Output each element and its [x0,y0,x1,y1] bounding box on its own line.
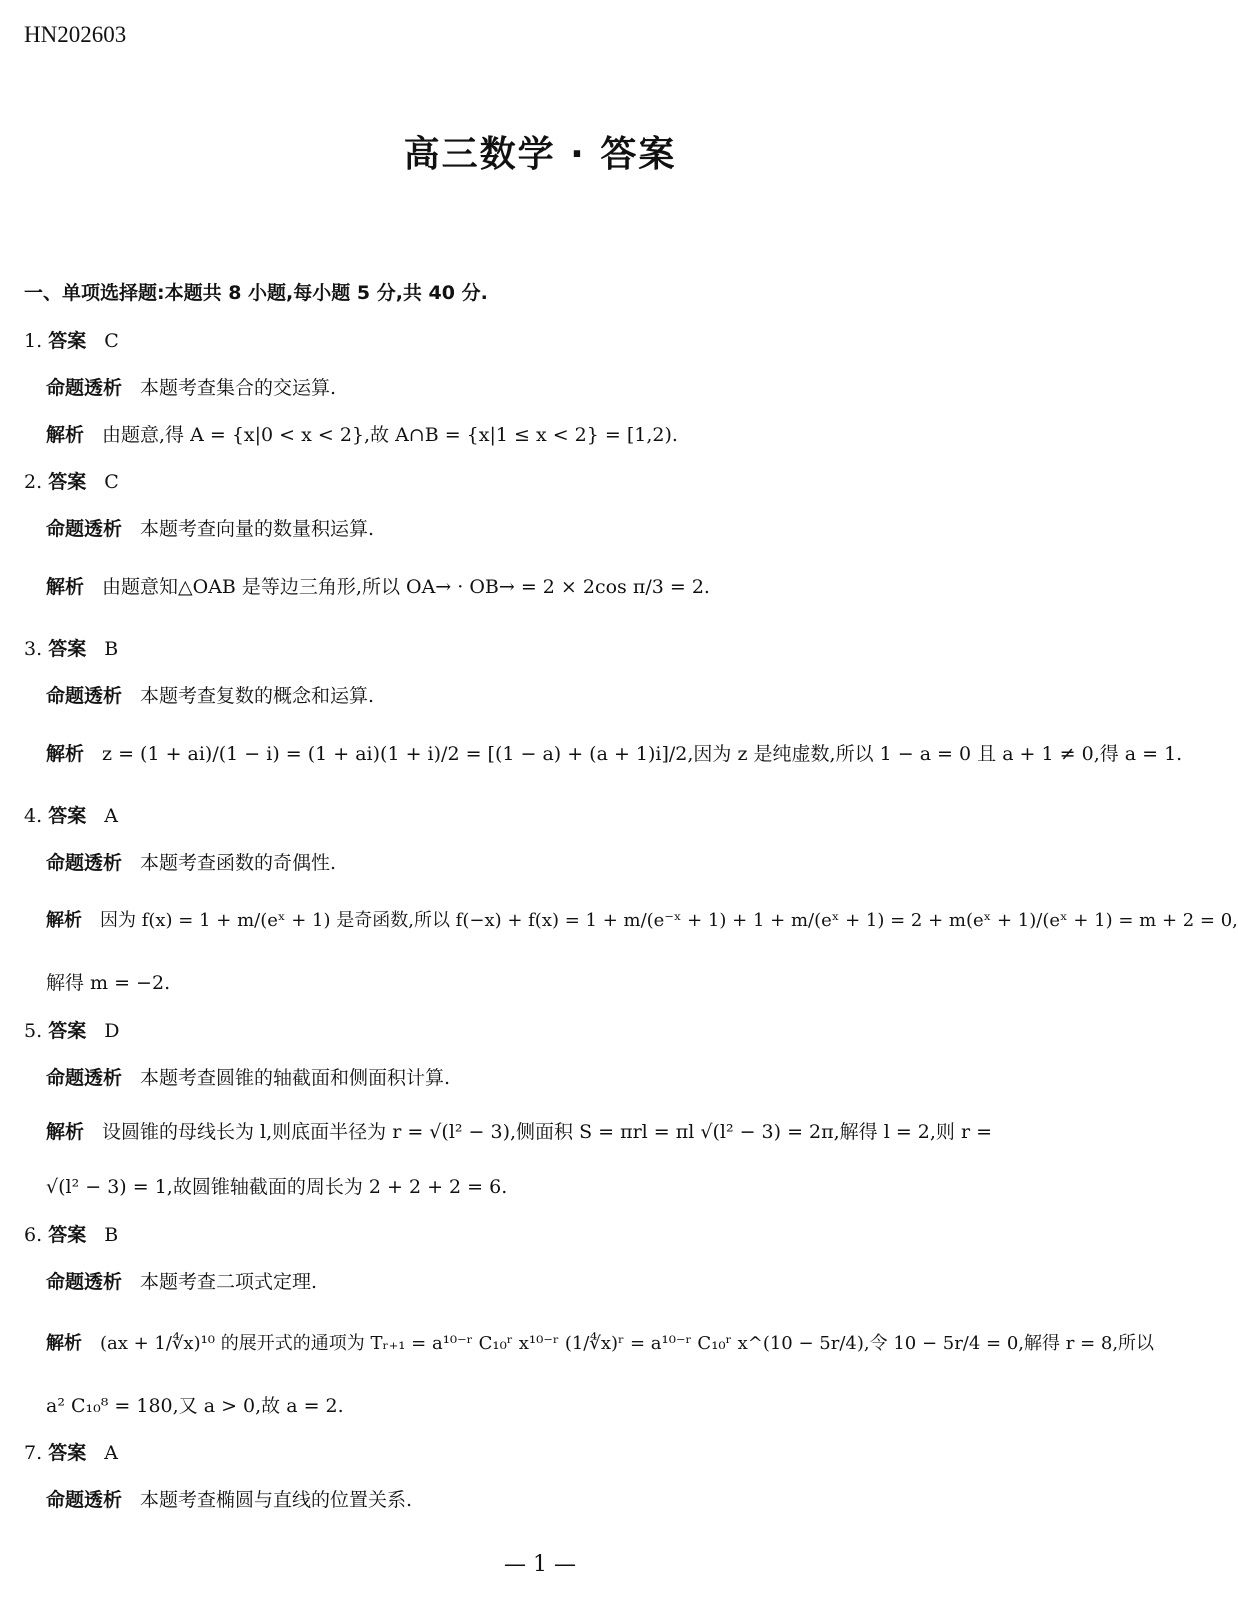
question-3-analysis: 解析 z = (1 + ai)/(1 − i) = (1 + ai)(1 + i)/2 = [(1 − a) + (a + 1)i]/2,因为 z 是纯虚数,所以 1 − a = 0 且 a + 1 ≠ 0,得 a = 1. [46,743,1183,765]
question-3-answer: 3. 答案 B [24,638,119,660]
question-4-insight: 命题透析 本题考查函数的奇偶性. [46,852,337,874]
question-7-insight: 命题透析 本题考查椭圆与直线的位置关系. [46,1489,413,1511]
question-4-analysis-cont: 解得 m = −2. [46,972,171,994]
question-7-answer: 7. 答案 A [24,1442,118,1464]
page-number: — 1 — [504,1552,576,1577]
question-5-answer: 5. 答案 D [24,1020,120,1042]
section-heading: 一、单项选择题:本题共 8 小题,每小题 5 分,共 40 分. [24,282,488,304]
question-5-insight: 命题透析 本题考查圆锥的轴截面和侧面积计算. [46,1067,451,1089]
question-2-analysis: 解析 由题意知△OAB 是等边三角形,所以 OA→ · OB→ = 2 × 2cos π/3 = 2. [46,576,710,598]
question-2-insight: 命题透析 本题考查向量的数量积运算. [46,518,375,540]
question-3-insight: 命题透析 本题考查复数的概念和运算. [46,685,375,707]
question-6-answer: 6. 答案 B [24,1224,119,1246]
question-2-answer: 2. 答案 C [24,471,119,493]
question-6-analysis-cont: a² C₁₀⁸ = 180,又 a > 0,故 a = 2. [46,1395,344,1417]
question-6-insight: 命题透析 本题考查二项式定理. [46,1271,318,1293]
question-1-answer: 1. 答案 C [24,330,119,352]
question-5-analysis: 解析 设圆锥的母线长为 l,则底面半径为 r = √(l² − 3),侧面积 S = πrl = πl √(l² − 3) = 2π,解得 l = 2,则 r = [46,1121,993,1143]
question-4-analysis: 解析 因为 f(x) = 1 + m/(eˣ + 1) 是奇函数,所以 f(−x) + f(x) = 1 + m/(e⁻ˣ + 1) + 1 + m/(eˣ + 1) = 2 + m(eˣ + 1)/(eˣ + 1) = m + 2 = 0, [46,910,1238,931]
question-6-analysis: 解析 (ax + 1/∜x)¹⁰ 的展开式的通项为 Tᵣ₊₁ = a¹⁰⁻ʳ C₁₀ʳ x¹⁰⁻ʳ (1/∜x)ʳ = a¹⁰⁻ʳ C₁₀ʳ x^(10 − 5r/4),令 10 − 5r/4 = 0,解得 r = 8,所以 [46,1333,1155,1354]
question-4-answer: 4. 答案 A [24,805,118,827]
question-1-analysis: 解析 由题意,得 A = {x|0 < x < 2},故 A∩B = {x|1 ≤ x < 2} = [1,2). [46,424,678,446]
document-code: HN202603 [24,22,127,47]
page-title: 高三数学 · 答案 [403,134,677,175]
question-1-insight: 命题透析 本题考查集合的交运算. [46,377,337,399]
question-5-analysis-cont: √(l² − 3) = 1,故圆锥轴截面的周长为 2 + 2 + 2 = 6. [46,1176,508,1198]
